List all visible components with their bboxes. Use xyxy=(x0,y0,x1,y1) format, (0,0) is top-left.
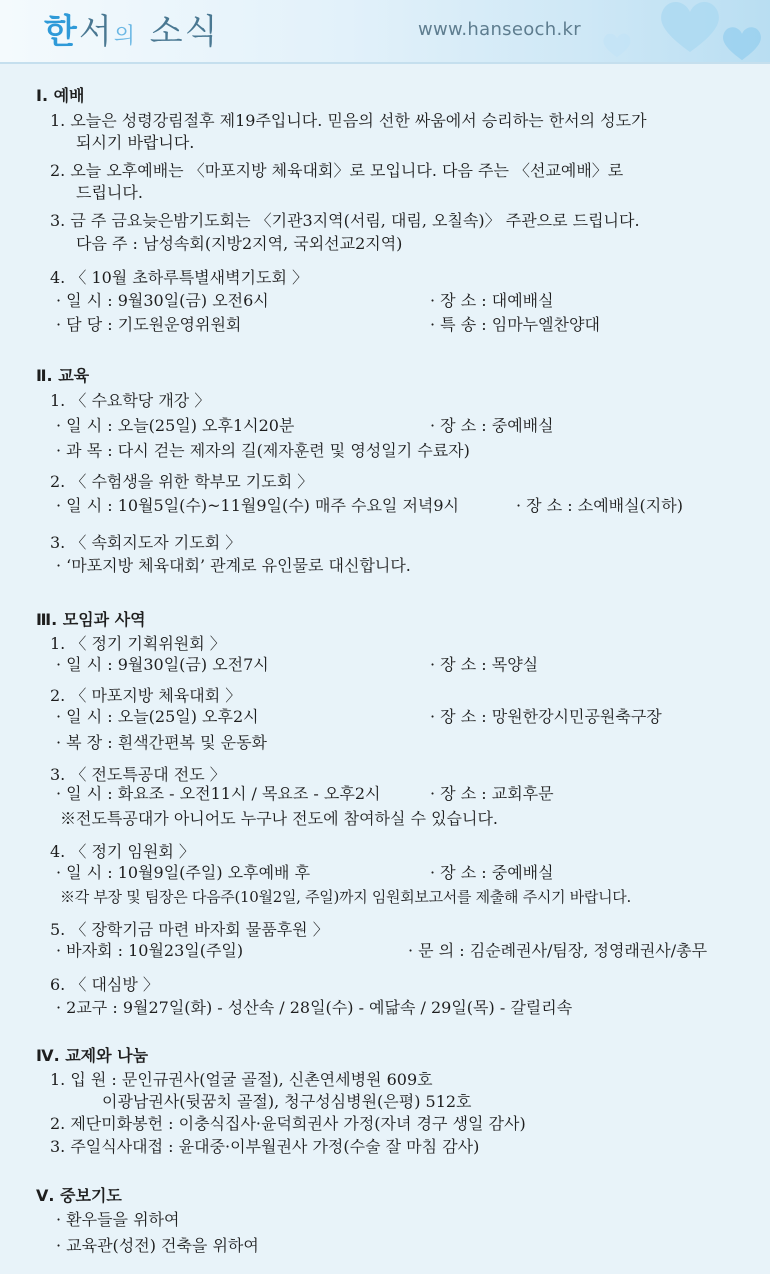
worship-line: · 특 송 : 임마누엘찬양대 xyxy=(430,315,600,334)
news-content xyxy=(0,64,770,1274)
heart-icon xyxy=(655,0,725,58)
worship-line: · 담 당 : 기도원운영위원회 xyxy=(56,315,242,334)
fellowship-line: 이광남권사(뒷꿈치 골절), 청구성심병원(은평) 512호 xyxy=(102,1092,472,1111)
title-part-2: 서 xyxy=(78,12,114,52)
ministry-line: · 복 장 : 흰색간편복 및 운동화 xyxy=(56,733,268,752)
education-line: · 장 소 : 소예배실(지하) xyxy=(516,496,683,515)
section-heading-ministry: Ⅲ. 모임과 사역 xyxy=(36,610,146,629)
worship-line: · 장 소 : 대예배실 xyxy=(430,291,554,310)
ministry-line: 4. 〈 정기 임원회 〉 xyxy=(50,842,195,861)
intercession-line: · 교육관(성전) 건축을 위하여 xyxy=(56,1236,259,1255)
ministry-line: · 일 시 : 10월9일(주일) 오후예배 후 xyxy=(56,863,311,882)
ministry-line: 5. 〈 장학기금 마련 바자회 물품후원 〉 xyxy=(50,920,329,939)
education-line: · 과 목 : 다시 걷는 제자의 길(제자훈련 및 영성일기 수료자) xyxy=(56,441,470,460)
ministry-line: · 장 소 : 망원한강시민공원축구장 xyxy=(430,707,662,726)
education-line: · ‘마포지방 체육대회’ 관계로 유인물로 대신합니다. xyxy=(56,556,411,575)
ministry-note: ※전도특공대가 아니어도 누구나 전도에 참여하실 수 있습니다. xyxy=(60,809,499,828)
ministry-line: · 장 소 : 목양실 xyxy=(430,655,539,674)
fellowship-line: 2. 제단미화봉헌 : 이충식집사·윤덕희권사 가정(자녀 경구 생일 감사) xyxy=(50,1114,526,1133)
education-line: 1. 〈 수요학당 개강 〉 xyxy=(50,391,211,410)
worship-line: 1. 오늘은 성령강림절후 제19주입니다. 믿음의 선한 싸움에서 승리하는 한서의 성도가 xyxy=(50,111,647,130)
ministry-note: ※각 부장 및 팀장은 다음주(10월2일, 주일)까지 임원회보고서를 제출해 주시기 바랍니다. xyxy=(60,888,631,906)
education-line: · 일 시 : 10월5일(수)~11월9일(수) 매주 수요일 저녁9시 xyxy=(56,496,460,515)
heart-icon xyxy=(600,30,634,60)
worship-line: · 일 시 : 9월30일(금) 오전6시 xyxy=(56,291,269,310)
ministry-line: · 일 시 : 화요조 - 오전11시 / 목요조 - 오후2시 xyxy=(56,784,381,803)
ministry-line: 2. 〈 마포지방 체육대회 〉 xyxy=(50,686,242,705)
ministry-line: · 일 시 : 오늘(25일) 오후2시 xyxy=(56,707,259,726)
ministry-line: · 바자회 : 10월23일(주일) xyxy=(56,941,244,960)
education-line: 3. 〈 속회지도자 기도회 〉 xyxy=(50,533,242,552)
education-line: · 장 소 : 중예배실 xyxy=(430,416,554,435)
website-url: www.hanseoch.kr xyxy=(418,19,581,40)
worship-line: 3. 금 주 금요늦은밤기도회는 〈기관3지역(서림, 대림, 오칠속)〉 주관으로 드립니다. xyxy=(50,211,640,230)
worship-line: 4. 〈 10월 초하루특별새벽기도회 〉 xyxy=(50,268,308,287)
worship-line: 드립니다. xyxy=(76,183,143,202)
title-part-1: 한 xyxy=(44,12,79,52)
page-title xyxy=(44,10,219,59)
fellowship-line: 3. 주일식사대접 : 윤대중·이부월권사 가정(수술 잘 마침 감사) xyxy=(50,1137,480,1156)
section-heading-intercession: Ⅴ. 중보기도 xyxy=(36,1186,122,1205)
ministry-line: · 일 시 : 9월30일(금) 오전7시 xyxy=(56,655,269,674)
worship-line: 다음 주 : 남성속회(지방2지역, 국외선교2지역) xyxy=(76,234,403,253)
heart-icon xyxy=(718,22,766,62)
ministry-line: 3. 〈 전도특공대 전도 〉 xyxy=(50,765,226,784)
worship-line: 2. 오늘 오후예배는 〈마포지방 체육대회〉로 모입니다. 다음 주는 〈선교예배〉로 xyxy=(50,161,624,180)
section-heading-worship: Ⅰ. 예배 xyxy=(36,86,85,105)
education-line: · 일 시 : 오늘(25일) 오후1시20분 xyxy=(56,416,295,435)
intercession-line: · 환우들을 위하여 xyxy=(56,1210,180,1229)
fellowship-line: 1. 입 원 : 문인규권사(얼굴 골절), 신촌연세병원 609호 xyxy=(50,1070,433,1089)
title-part-3: 의 xyxy=(113,24,137,49)
ministry-line: 1. 〈 정기 기획위원회 〉 xyxy=(50,634,226,653)
section-heading-education: Ⅱ. 교육 xyxy=(36,366,90,385)
education-line: 2. 〈 수험생을 위한 학부모 기도회 〉 xyxy=(50,472,314,491)
ministry-line: 6. 〈 대심방 〉 xyxy=(50,975,159,994)
page-header xyxy=(0,0,770,62)
ministry-line: · 장 소 : 교회후문 xyxy=(430,784,554,803)
ministry-line: · 장 소 : 중예배실 xyxy=(430,863,554,882)
worship-line: 되시기 바랍니다. xyxy=(76,133,195,152)
section-heading-fellowship: Ⅳ. 교제와 나눔 xyxy=(36,1046,149,1065)
ministry-line: · 문 의 : 김순례권사/팀장, 정영래권사/총무 xyxy=(408,941,708,960)
title-part-4: 소식 xyxy=(136,12,220,52)
ministry-line: · 2교구 : 9월27일(화) - 성산속 / 28일(수) - 예닮속 / 29일(목) - 갈릴리속 xyxy=(56,998,573,1017)
